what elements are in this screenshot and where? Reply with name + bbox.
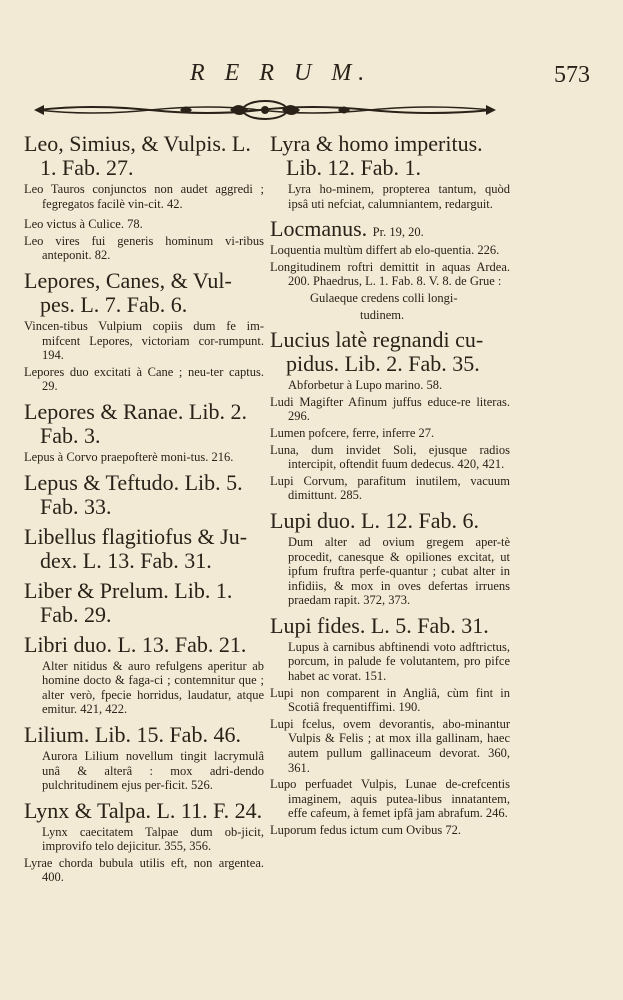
entry-line: Lupus à carnibus abftinendi voto adftrictus, porcum, in palude fe volutantem, pro pifce habet ac vorat. 151. bbox=[288, 639, 510, 684]
index-entry bbox=[24, 633, 264, 717]
index-entry bbox=[270, 614, 510, 838]
entry-line: Luporum fedus ictum cum Ovibus 72. bbox=[270, 823, 461, 837]
entry-heading: Lupi duo. L. 12. Fab. 6. bbox=[270, 507, 479, 533]
entry-heading: Lepus & Teftudo. Lib. 5. Fab. 33. bbox=[24, 469, 243, 519]
index-entry bbox=[270, 217, 510, 322]
index-entry bbox=[24, 269, 264, 394]
index-entry bbox=[24, 132, 264, 211]
headpiece-ornament-icon bbox=[30, 96, 500, 124]
entry-heading: Lupi fides. L. 5. Fab. 31. bbox=[270, 612, 489, 638]
entry-line: Luna, dum invidet Soli, ejusque radios intercipit, oftendit fuum dedecus. 420, 421. bbox=[270, 442, 510, 472]
left-column bbox=[24, 132, 264, 891]
index-entry bbox=[24, 217, 264, 263]
entry-inline-text: Vincen-tibus Vulpium copiis dum fe im-mifcent Lepores, victoriam cor-rumpunt. 194. bbox=[24, 318, 264, 363]
entry-line: Lupi Corvum, parafitum inutilem, vacuum dimittunt. 285. bbox=[270, 473, 510, 503]
verse-line: tudinem. bbox=[360, 307, 405, 322]
entry-line: Lepores duo excitati à Cane ; neu-ter captus. 29. bbox=[24, 364, 264, 394]
entry-line: Lepus à Corvo praepofterè moni-tus. 216. bbox=[24, 449, 234, 464]
entry-heading: Lynx & Talpa. L. 11. F. 24. bbox=[24, 797, 263, 823]
entry-line: Leo vires fui generis hominum vi-ribus anteponit. 82. bbox=[24, 233, 264, 263]
entry-line: Lupi non comparent in Angliâ, cùm fint in Scotiâ frequentiffimi. 190. bbox=[270, 685, 510, 715]
entry-heading-text: Locmanus. bbox=[270, 216, 368, 242]
entry-heading: Lyra & homo imperitus. Lib. 12. Fab. 1. bbox=[270, 131, 483, 180]
index-entry bbox=[24, 400, 264, 465]
entry-line: Loquentia multùm differt ab elo-quentia. 226. bbox=[270, 243, 500, 258]
index-entry bbox=[270, 328, 510, 503]
index-entry bbox=[24, 471, 264, 519]
right-column bbox=[270, 132, 510, 844]
index-entry bbox=[24, 579, 264, 627]
entry-heading: Libellus flagitiofus & Ju-dex. L. 13. Fab. 31. bbox=[24, 523, 248, 573]
entry-line: Longitudinem roftri demittit in aquas Ardea. 200. Phaedrus, L. 1. Fab. 8. V. 8. de Grue : bbox=[270, 259, 510, 289]
entry-line: Lynx caecitatem Talpae dum ob-jicit, improvifo telo dejicitur. 355, 356. bbox=[42, 824, 264, 854]
entry-inline-text: Pr. 19, 20. bbox=[372, 225, 424, 240]
verse-line: Gulaeque credens colli longi- bbox=[310, 290, 458, 305]
entry-heading: Liber & Prelum. Lib. 1. Fab. 29. bbox=[24, 577, 233, 627]
entry-line: Lyrae chorda bubula utilis eft, non argentea. 400. bbox=[24, 855, 264, 885]
index-entry bbox=[24, 799, 264, 885]
entry-line: Leo victus à Culice. 78. bbox=[24, 217, 143, 232]
entry-line: Lumen pofcere, ferre, inferre 27. bbox=[270, 425, 435, 440]
index-entry bbox=[270, 509, 510, 608]
index-entry bbox=[24, 525, 264, 573]
entry-inline-text: Lyra ho-minem, propterea tantum, quòd ipsâ uti nefciat, calumniantem, redarguit. bbox=[288, 182, 510, 211]
entry-heading: Lilium. Lib. 15. Fab. 46. bbox=[24, 721, 241, 747]
entry-line: Alter nitidus & auro refulgens aperitur ab homine docto & faga-ci ; contemnitur que ; alter verò, fpecie horridus, laudatur, atque emitur. 421, 422. bbox=[42, 658, 264, 717]
entry-heading: Lucius latè regnandi cu-pidus. Lib. 2. Fab. 35. bbox=[270, 327, 484, 377]
entry-line: Lupo perfuadet Vulpis, Lunae de-crefcentis imaginem, aquis putea-libus innatantem, effe cafeum, à femet ipfâ jam abrafum. 246. bbox=[270, 777, 510, 821]
page-number: 573 bbox=[554, 62, 590, 88]
running-head bbox=[0, 60, 623, 90]
entry-heading: Lepores & Ranae. Lib. 2. Fab. 3. bbox=[24, 398, 247, 448]
entry-line: Aurora Lilium novellum tingit lacrymulâ unâ & alterâ : mox adri-dendo pulchritudinem ejus per-ficit. 526. bbox=[42, 748, 264, 793]
entry-heading: Lepores, Canes, & Vul-pes. L. 7. Fab. 6. bbox=[24, 267, 232, 317]
entry-heading: Leo, Simius, & Vulpis. L. 1. Fab. 27. bbox=[24, 131, 251, 180]
entry-line: Lupi fcelus, ovem devorantis, abo-minantur Vulpis & Felis ; at mox illa gallinam, haec autem pullum gallinaceum devorat. 360, 361. bbox=[270, 716, 510, 775]
entry-line: Dum alter ad ovium gregem aper-tè procedit, canesque & opiliones excitat, ut ipfum fruftra perfe-quantur ; cubat alter in infidiis, & mox in oves defertas irruens praedam rapit. 372, 373. bbox=[288, 534, 510, 608]
entry-line: Ludi Magifter Afinum juffus educe-re literas. 296. bbox=[270, 394, 510, 424]
entry-heading bbox=[270, 217, 510, 241]
index-entry bbox=[24, 723, 264, 793]
entry-line: Leo Tauros conjunctos non audet aggredi ; fegregatos facilè vin-cit. 42. bbox=[24, 182, 264, 211]
running-title: R E R U M. bbox=[190, 60, 372, 86]
entry-line: Abforbetur à Lupo marino. 58. bbox=[288, 378, 443, 393]
index-entry bbox=[270, 132, 510, 211]
entry-heading: Libri duo. L. 13. Fab. 21. bbox=[24, 631, 247, 657]
